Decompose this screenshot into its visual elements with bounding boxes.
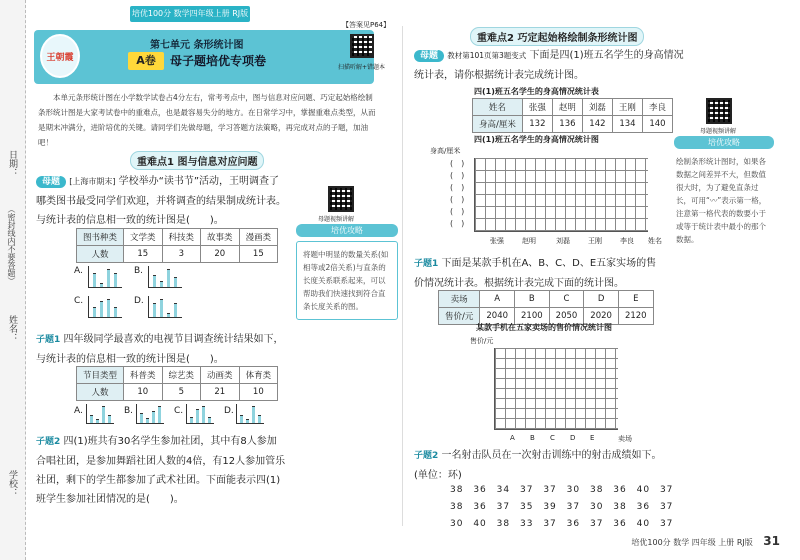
score: 36 — [473, 485, 487, 495]
table-cell: 漫画类 — [239, 229, 278, 246]
page-number: 31 — [763, 534, 780, 548]
tip-text: 绘制条形统计图时，如果各数据之间差异不大，但数值很大时，为了避免直条过长，可用“〰”表示第一格，注意第一格代表的数要小于或等于统计表中最小的那个数据。 — [676, 157, 767, 244]
score: 36 — [473, 502, 487, 512]
x-label: 张强 — [490, 237, 504, 245]
mini-bar — [258, 415, 261, 423]
s2-child1-ylabel: 售价/元 — [470, 337, 494, 345]
table-cell: 卖场 — [439, 291, 480, 308]
s2-chart-ylabel: 身高/厘米 — [430, 147, 461, 155]
option-d[interactable]: D. — [134, 296, 144, 306]
score: 39 — [543, 502, 557, 512]
score: 33 — [519, 519, 534, 529]
name-label: 姓名： — [7, 315, 17, 342]
child2-text: 四(1)班共有30名学生参加社团，其中有8人参加合唱社团，是参加舞蹈社团人数的4倍，有12人参加管乐社团，剩下的学生都参加了武术社团。下面能表示四(1)班学生参加社团情况的是( )。 — [36, 436, 286, 505]
x-label: 赵明 — [522, 237, 536, 245]
x-label: B — [530, 434, 535, 442]
mini-bar — [160, 281, 163, 287]
option-a[interactable]: A. — [74, 406, 83, 416]
s1-child2-question — [36, 432, 286, 509]
mini-bar — [246, 419, 249, 423]
score: 35 — [519, 502, 534, 512]
table-cell: 故事类 — [201, 229, 240, 246]
mini-bar — [100, 283, 103, 287]
table-cell: 图书种类 — [77, 229, 124, 246]
score: 30 — [589, 502, 604, 512]
section2-heading — [470, 26, 644, 46]
juan-badge: A卷 — [128, 52, 164, 70]
x-title: 姓名 — [648, 237, 662, 245]
table-cell: 3 — [162, 246, 201, 263]
score: 37 — [543, 485, 557, 495]
column-divider — [402, 26, 403, 526]
x-label: 王刚 — [588, 237, 602, 245]
score: 36 — [566, 519, 581, 529]
mini-bar — [153, 275, 156, 287]
score: 38 — [613, 502, 627, 512]
table-cell: B — [515, 291, 550, 308]
score: 38 — [589, 485, 604, 495]
mini-bar — [107, 299, 110, 317]
table-cell: 20 — [201, 246, 240, 263]
binding-strip — [0, 0, 26, 560]
x-label: E — [590, 434, 595, 442]
child1-tag: 子题1 — [414, 259, 439, 269]
child1-text: 四年级同学最喜欢的电视节目调查统计结果如下，与统计表的信息相一致的统计图是( )。 — [36, 334, 284, 365]
x-label: C — [550, 434, 555, 442]
mini-bar — [196, 409, 199, 423]
qr-code-icon[interactable] — [706, 98, 732, 124]
page-footer — [400, 532, 780, 550]
footer-text: 培优100分 数学 四年级 上册 RJ版 — [631, 538, 753, 547]
score: 30 — [450, 519, 464, 529]
table-cell: 140 — [642, 116, 672, 133]
table-cell: 人数 — [77, 246, 124, 263]
score: 37 — [566, 502, 581, 512]
mini-bar — [240, 415, 243, 423]
x-label: 刘磊 — [556, 237, 570, 245]
score: 37 — [589, 519, 604, 529]
school-label: 学校： — [7, 470, 17, 497]
x-title: 卖场 — [618, 435, 632, 443]
qr-caption: 扫描听解+错题本 — [338, 64, 386, 71]
paper-title: 母子题培优专项卷 — [170, 54, 267, 68]
tip-text: 将题中明显的数量关系(如相等或2倍关系)与直条的长度关系联系起来，可以帮助我们快速找到符合直条长度关系的图。 — [296, 241, 398, 320]
qr-code-icon[interactable] — [350, 34, 374, 58]
mini-bar — [252, 406, 255, 423]
score: 40 — [473, 519, 487, 529]
score: 37 — [659, 519, 674, 529]
mini-bar — [174, 303, 177, 317]
tip-qr-caption: 母题视频讲解 — [700, 128, 737, 135]
mini-bar — [160, 299, 163, 317]
s2-tip-box — [674, 136, 774, 248]
table-cell: 10 — [124, 384, 163, 401]
mini-bar — [146, 418, 149, 423]
table-cell: 136 — [552, 116, 582, 133]
section1-heading — [130, 150, 264, 170]
y-blank-brackets: ( ) ( ) ( ) ( ) ( ) ( ) — [450, 159, 465, 228]
child2-tag: 子题2 — [36, 437, 61, 447]
option-a-chart[interactable] — [86, 404, 114, 424]
score-row — [450, 499, 673, 516]
x-label: D — [570, 434, 576, 442]
s2-mother-grid[interactable] — [474, 158, 648, 232]
brand-header: 培优100分 数学四年级上册 RJ版 — [130, 6, 250, 22]
score: 37 — [659, 485, 674, 495]
option-d[interactable]: D. — [224, 406, 234, 416]
child2-text: 一名射击队员在一次射击训练中的射击成绩如下。(单位：环) — [414, 450, 662, 481]
mini-bar — [114, 273, 117, 287]
mother-text: 学校举办“读书节”活动，王明调查了哪类图书最受同学们欢迎，并将调查的结果制成统计表。与统计表的信息相一致的统计图是( )。 — [36, 176, 286, 226]
table-cell: 科技类 — [162, 229, 201, 246]
mini-bar — [100, 301, 103, 317]
s2-mother-question — [414, 46, 690, 85]
table-cell: 人数 — [77, 384, 124, 401]
s2-child1-table — [438, 290, 654, 325]
child1-tag: 子题1 — [36, 335, 61, 345]
mother-source: [上海市期末] — [69, 177, 116, 186]
s2-child1-chart-title: 某款手机在五家卖场的售价情况统计图 — [476, 323, 612, 332]
s1-mother-question — [36, 172, 286, 230]
s1-child1-question — [36, 330, 286, 369]
table-cell: 2120 — [618, 308, 653, 325]
score: 38 — [450, 485, 464, 495]
table-cell: 15 — [124, 246, 163, 263]
option-c[interactable]: C. — [74, 296, 84, 306]
table-cell: 售价/元 — [439, 308, 480, 325]
table-cell: E — [618, 291, 653, 308]
s2-child1-grid[interactable] — [494, 348, 618, 430]
table-cell: 10 — [239, 384, 278, 401]
mini-bar — [102, 406, 105, 423]
s2-child2-question — [414, 446, 674, 485]
intro-paragraph: 本单元条形统计图在小学数学试卷占4分左右，常考考点中，图与信息对应问题、巧定起始格绘制条形统计图是大家考试卷中的重难点，也是最容易失分的地方。在日常学习中，掌握重难点类型，从而是期末冲满分，进阶培优的关键。请同学们先做母题，学习答题方法策略，再完成对点的子题，加油吧！ — [38, 93, 376, 147]
table-cell: 5 — [162, 384, 201, 401]
s1-child1-table — [76, 366, 278, 401]
mini-bar — [167, 269, 170, 287]
score: 37 — [519, 485, 534, 495]
seal-note: （密封线内不要答题） — [7, 205, 16, 285]
section1-title: 重难点1 图与信息对应问题 — [130, 151, 264, 170]
table-cell: 134 — [612, 116, 642, 133]
table-cell: 体育类 — [239, 367, 278, 384]
tip-qr-caption: 母题视频讲解 — [318, 216, 355, 223]
mini-bar — [167, 313, 170, 317]
table-cell: 王刚 — [612, 99, 642, 116]
mother-tag: 母题 — [36, 176, 66, 188]
table-cell: 2100 — [515, 308, 550, 325]
option-d-chart[interactable] — [236, 404, 264, 424]
date-label: 日期： — [7, 150, 17, 177]
table-cell: 动画类 — [201, 367, 240, 384]
table-cell: 李良 — [642, 99, 672, 116]
mini-bar — [108, 415, 111, 423]
option-c[interactable]: C. — [174, 406, 184, 416]
table-cell: 赵明 — [552, 99, 582, 116]
s2-child1-question — [414, 254, 660, 293]
mini-bar — [190, 417, 193, 423]
table-cell: D — [584, 291, 619, 308]
mini-bar — [96, 419, 99, 423]
unit-title: 第七单元 条形统计图 — [150, 40, 244, 51]
option-c-chart[interactable] — [186, 404, 214, 424]
answer-ref: 【答案见P64】 — [342, 21, 391, 29]
child2-tag: 子题2 — [414, 451, 439, 461]
mini-bar — [140, 413, 143, 423]
tip-title: 培优攻略 — [674, 136, 774, 149]
scores-block — [450, 482, 673, 533]
child1-text: 下面是某款手机在A、B、C、D、E五家实场的售价情况统计表。根据统计表完成下面的统计图。 — [414, 258, 657, 289]
mini-bar — [152, 411, 155, 423]
tip-title: 培优攻略 — [296, 224, 398, 237]
score: 37 — [659, 502, 674, 512]
s2-chart-title: 四(1)班五名学生的身高情况统计图 — [474, 135, 599, 144]
brand-logo: 王朝霞 — [40, 34, 80, 78]
s1-child1-options — [74, 404, 314, 428]
option-d-chart[interactable] — [148, 296, 182, 318]
score: 38 — [496, 519, 511, 529]
table-cell: 科普类 — [124, 367, 163, 384]
s2-table-title: 四(1)班五名学生的身高情况统计表 — [474, 87, 599, 96]
x-label: 李良 — [620, 237, 634, 245]
option-a-chart[interactable] — [88, 266, 122, 288]
s1-mother-options — [74, 266, 274, 324]
option-b[interactable]: B. — [124, 406, 134, 416]
table-cell: 2020 — [584, 308, 619, 325]
table-cell: 142 — [582, 116, 612, 133]
score: 37 — [543, 519, 557, 529]
mother-tag: 母题 — [414, 50, 444, 62]
table-cell: 21 — [201, 384, 240, 401]
mini-bar — [93, 273, 96, 287]
option-b-chart[interactable] — [148, 266, 182, 288]
mini-bar — [114, 307, 117, 317]
option-c-chart[interactable] — [88, 296, 122, 318]
score-row — [450, 516, 673, 533]
score: 30 — [566, 485, 581, 495]
score: 37 — [496, 502, 511, 512]
option-a[interactable]: A. — [74, 266, 83, 276]
mini-bar — [107, 269, 110, 287]
score: 40 — [636, 485, 651, 495]
mini-bar — [93, 307, 96, 317]
table-cell: 姓名 — [473, 99, 523, 116]
score: 36 — [636, 502, 651, 512]
table-cell: 文学类 — [124, 229, 163, 246]
score-row — [450, 482, 673, 499]
table-cell: 15 — [239, 246, 278, 263]
mini-bar — [202, 406, 205, 423]
mother-source: 教材第101页第3题变式 — [447, 51, 527, 60]
option-b[interactable]: B. — [134, 266, 144, 276]
s2-mother-table — [472, 98, 673, 133]
option-b-chart[interactable] — [136, 404, 164, 424]
table-cell: 2040 — [480, 308, 515, 325]
table-cell: 刘磊 — [582, 99, 612, 116]
score: 36 — [613, 485, 627, 495]
s1-mother-table — [76, 228, 278, 263]
table-cell: 节目类型 — [77, 367, 124, 384]
table-cell: 2050 — [549, 308, 584, 325]
score: 34 — [496, 485, 511, 495]
table-cell: 综艺类 — [162, 367, 201, 384]
mother-text: 下面是四(1)班五名学生的身高情况统计表，请你根据统计表完成统计图。 — [414, 50, 684, 81]
mini-bar — [158, 406, 161, 423]
table-cell: 身高/厘米 — [473, 116, 523, 133]
score: 36 — [613, 519, 627, 529]
table-cell: 132 — [522, 116, 552, 133]
x-label: A — [510, 434, 515, 442]
table-cell: 张强 — [522, 99, 552, 116]
mini-bar — [153, 303, 156, 317]
table-cell: A — [480, 291, 515, 308]
mini-bar — [90, 415, 93, 423]
score: 40 — [636, 519, 651, 529]
score: 38 — [450, 502, 464, 512]
table-cell: C — [549, 291, 584, 308]
mini-bar — [174, 277, 177, 287]
qr-code-icon[interactable] — [328, 186, 354, 212]
mini-bar — [208, 417, 211, 423]
s1-tip-box — [296, 224, 398, 320]
section2-title: 重难点2 巧定起始格绘制条形统计图 — [470, 27, 644, 46]
